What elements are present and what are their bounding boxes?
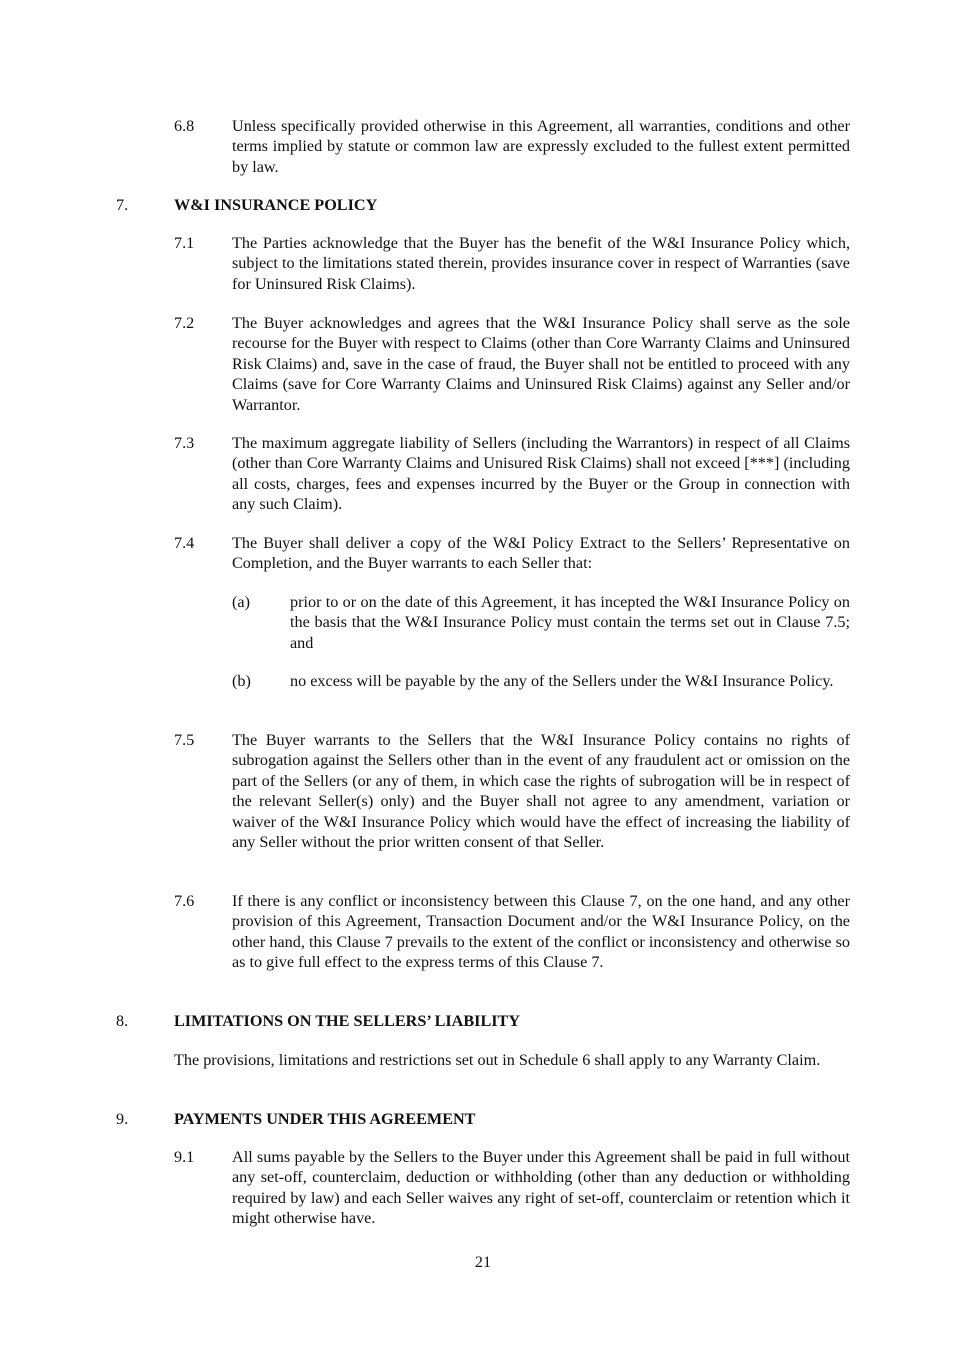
clause-number: 6.8 [174, 117, 195, 135]
clause-number: 7.2 [174, 314, 195, 332]
subclause-letter: (a) [232, 593, 250, 611]
section-8-text: The provisions, limitations and restrictions set out in Schedule 6 shall apply to any Warranty Claim. [174, 1051, 821, 1069]
section-number: 7. [116, 196, 129, 214]
clause-6-8-text: Unless specifically provided otherwise in this Agreement, all warranties, conditions and other terms implied by statute or common law are expressly excluded to the fullest extent permitted by law. [232, 117, 850, 176]
clause-number: 7.3 [174, 434, 195, 452]
clause-7-6-text: If there is any conflict or inconsistency between this Clause 7, on the one hand, and any other provision of this Agreement, Transaction Document and/or the W&I Insurance Policy, on the other hand, this Clause 7 prevails to the extent of the conflict or inconsistency and otherwise so as to give full effect to the express terms of this Clause 7. [232, 892, 850, 972]
clause-7-3-text: The maximum aggregate liability of Sellers (including the Warrantors) in respect of all Claims (other than Core Warranty Claims and Unisured Risk Claims) shall not exceed [***] (including all costs, charges, fees and expenses incurred by the Buyer or the Group in connection with any such Claim). [232, 434, 850, 514]
clause-7-4-b-text: no excess will be payable by the any of the Sellers under the W&I Insurance Policy. [290, 672, 834, 690]
clause-number: 7.6 [174, 892, 195, 910]
clause-7-2-text: The Buyer acknowledges and agrees that the W&I Insurance Policy shall serve as the sole recourse for the Buyer with respect to Claims (other than Core Warranty Claims and Uninsured Risk Claims) and, save in the case of fraud, the Buyer shall not be entitled to proceed with any Claims (save for Core Warranty Claims and Uninsured Risk Claims) against any Seller and/or Warrantor. [232, 314, 850, 414]
section-number: 9. [116, 1110, 129, 1128]
clause-number: 9.1 [174, 1148, 195, 1166]
section-9-heading: PAYMENTS UNDER THIS AGREEMENT [174, 1110, 476, 1128]
section-8-heading: LIMITATIONS ON THE SELLERS’ LIABILITY [174, 1012, 521, 1030]
clause-7-4-a-text: prior to or on the date of this Agreement, it has incepted the W&I Insurance Policy on the basis that the W&I Insurance Policy must contain the terms set out in Clause 7.5; and [290, 593, 850, 652]
clause-number: 7.4 [174, 534, 195, 552]
section-7-heading: W&I INSURANCE POLICY [174, 196, 378, 214]
clause-7-1-text: The Parties acknowledge that the Buyer has the benefit of the W&I Insurance Policy which, subject to the limitations stated therein, provides insurance cover in respect of Warranties (save for Uninsured Risk Claims). [232, 234, 850, 293]
clause-9-1-text: All sums payable by the Sellers to the Buyer under this Agreement shall be paid in full without any set-off, counterclaim, deduction or withholding (other than any deduction or withholding required by law) and each Seller waives any right of set-off, counterclaim or retention which it might otherwise have. [232, 1148, 850, 1228]
section-number: 8. [116, 1012, 129, 1030]
clause-number: 7.1 [174, 234, 195, 252]
page-number: 21 [474, 1253, 492, 1271]
clause-7-4-text: The Buyer shall deliver a copy of the W&I Policy Extract to the Sellers’ Representative on Completion, and the Buyer warrants to each Seller that: [232, 534, 850, 573]
subclause-letter: (b) [232, 672, 251, 690]
clause-7-5-text: The Buyer warrants to the Sellers that the W&I Insurance Policy contains no rights of subrogation against the Sellers other than in the event of any fraudulent act or omission on the part of the Sellers (or any of them, in which case the rights of subrogation will be in respect of the relevant Seller(s) only) and the Buyer shall not agree to any amendment, variation or waiver of the W&I Insurance Policy which would have the effect of increasing the liability of any Seller without the prior written consent of that Seller. [232, 731, 850, 852]
clause-number: 7.5 [174, 731, 195, 749]
